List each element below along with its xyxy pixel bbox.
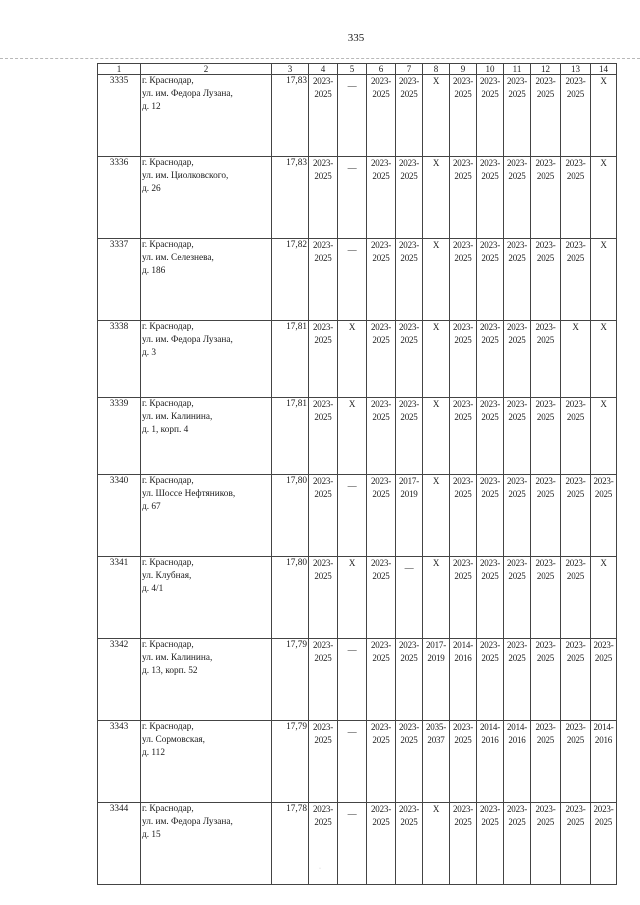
period-cell-col-6: 2023- 2025 bbox=[367, 803, 396, 885]
column-header-11: 11 bbox=[504, 64, 531, 75]
record-number: 3339 bbox=[98, 398, 141, 475]
address-line: г. Краснодар, bbox=[142, 558, 194, 568]
address-line: г. Краснодар, bbox=[142, 804, 194, 814]
period-cell-col-10: 2023- 2025 bbox=[477, 398, 504, 475]
address-line: г. Краснодар, bbox=[142, 322, 194, 332]
address-line: г. Краснодар, bbox=[142, 476, 194, 486]
period-cell-col-4: 2023- 2025 bbox=[309, 239, 338, 321]
table-row bbox=[98, 398, 617, 475]
address-cell bbox=[141, 398, 272, 475]
table-row bbox=[98, 239, 617, 321]
period-cell-col-12: 2023- 2025 bbox=[531, 157, 561, 239]
address-line: г. Краснодар, bbox=[142, 640, 194, 650]
period-cell-col-11: 2023- 2025 bbox=[504, 239, 531, 321]
period-cell-col-11: 2023- 2025 bbox=[504, 639, 531, 721]
period-cell-col-13: 2023- 2025 bbox=[561, 721, 591, 803]
period-cell-col-4: 2023- 2025 bbox=[309, 157, 338, 239]
period-cell-col-6: 2023- 2025 bbox=[367, 398, 396, 475]
period-cell-col-8: 2017- 2019 bbox=[423, 639, 450, 721]
address-cell bbox=[141, 475, 272, 557]
address-cell bbox=[141, 239, 272, 321]
period-cell-col-12: 2023- 2025 bbox=[531, 475, 561, 557]
header-divider bbox=[0, 58, 640, 59]
address-line: д. 4/1 bbox=[142, 584, 164, 594]
period-cell-col-14: Х bbox=[591, 321, 617, 398]
period-cell-col-10: 2023- 2025 bbox=[477, 157, 504, 239]
value-cell: 17,83 bbox=[272, 157, 309, 239]
value-cell: 17,79 bbox=[272, 639, 309, 721]
period-cell-col-10: 2023- 2025 bbox=[477, 239, 504, 321]
period-cell-col-8: 2035- 2037 bbox=[423, 721, 450, 803]
period-cell-col-13: 2023- 2025 bbox=[561, 75, 591, 157]
address-cell bbox=[141, 75, 272, 157]
period-cell-col-5: — bbox=[338, 157, 367, 239]
period-cell-col-12: 2023- 2025 bbox=[531, 75, 561, 157]
address-line: ул. им. Федора Лузана, bbox=[142, 817, 233, 827]
period-cell-col-13: 2023- 2025 bbox=[561, 803, 591, 885]
period-cell-col-11: 2023- 2025 bbox=[504, 157, 531, 239]
address-line: г. Краснодар, bbox=[142, 76, 194, 86]
table-row bbox=[98, 639, 617, 721]
address-line: ул. им. Селезнева, bbox=[142, 253, 214, 263]
period-cell-col-7: 2017- 2019 bbox=[396, 475, 423, 557]
value-cell: 17,80 bbox=[272, 557, 309, 639]
period-cell-col-8: Х bbox=[423, 803, 450, 885]
period-cell-col-11: 2023- 2025 bbox=[504, 475, 531, 557]
table-header-row bbox=[98, 64, 617, 75]
period-cell-col-5: — bbox=[338, 721, 367, 803]
period-cell-col-14: 2023- 2025 bbox=[591, 639, 617, 721]
period-cell-col-7: 2023- 2025 bbox=[396, 239, 423, 321]
record-number: 3337 bbox=[98, 239, 141, 321]
period-cell-col-12: 2023- 2025 bbox=[531, 803, 561, 885]
record-number: 3340 bbox=[98, 475, 141, 557]
period-cell-col-10: 2014- 2016 bbox=[477, 721, 504, 803]
period-cell-col-9: 2023- 2025 bbox=[450, 721, 477, 803]
period-cell-col-14: 2023- 2025 bbox=[591, 475, 617, 557]
period-cell-col-13: 2023- 2025 bbox=[561, 557, 591, 639]
period-cell-col-10: 2023- 2025 bbox=[477, 475, 504, 557]
column-header-2: 2 bbox=[141, 64, 272, 75]
address-cell bbox=[141, 157, 272, 239]
table-row bbox=[98, 803, 617, 885]
period-cell-col-8: Х bbox=[423, 557, 450, 639]
period-cell-col-13: Х bbox=[561, 321, 591, 398]
period-cell-col-13: 2023- 2025 bbox=[561, 157, 591, 239]
table-row bbox=[98, 75, 617, 157]
value-cell: 17,78 bbox=[272, 803, 309, 885]
period-cell-col-12: 2023- 2025 bbox=[531, 398, 561, 475]
address-line: д. 112 bbox=[142, 748, 165, 758]
page-number: 335 bbox=[347, 32, 365, 44]
column-header-8: 8 bbox=[423, 64, 450, 75]
period-cell-col-4: 2023- 2025 bbox=[309, 398, 338, 475]
period-cell-col-9: 2023- 2025 bbox=[450, 239, 477, 321]
period-cell-col-14: Х bbox=[591, 239, 617, 321]
period-cell-col-5: Х bbox=[338, 557, 367, 639]
period-cell-col-13: 2023- 2025 bbox=[561, 639, 591, 721]
record-number: 3342 bbox=[98, 639, 141, 721]
column-header-9: 9 bbox=[450, 64, 477, 75]
period-cell-col-14: Х bbox=[591, 557, 617, 639]
period-cell-col-4: 2023- 2025 bbox=[309, 803, 338, 885]
period-cell-col-4: 2023- 2025 bbox=[309, 557, 338, 639]
value-cell: 17,81 bbox=[272, 398, 309, 475]
period-cell-col-11: 2023- 2025 bbox=[504, 75, 531, 157]
record-number: 3343 bbox=[98, 721, 141, 803]
period-cell-col-9: 2023- 2025 bbox=[450, 157, 477, 239]
value-cell: 17,81 bbox=[272, 321, 309, 398]
address-line: ул. им. Федора Лузана, bbox=[142, 335, 233, 345]
period-cell-col-12: 2023- 2025 bbox=[531, 239, 561, 321]
column-header-4: 4 bbox=[309, 64, 338, 75]
period-cell-col-7: 2023- 2025 bbox=[396, 639, 423, 721]
address-line: д. 26 bbox=[142, 184, 161, 194]
period-cell-col-12: 2023- 2025 bbox=[531, 557, 561, 639]
period-cell-col-8: Х bbox=[423, 157, 450, 239]
column-header-10: 10 bbox=[477, 64, 504, 75]
period-cell-col-13: 2023- 2025 bbox=[561, 239, 591, 321]
address-line: д. 12 bbox=[142, 102, 161, 112]
table-body bbox=[98, 75, 617, 885]
period-cell-col-8: Х bbox=[423, 75, 450, 157]
record-number: 3341 bbox=[98, 557, 141, 639]
address-line: г. Краснодар, bbox=[142, 399, 194, 409]
period-cell-col-5: Х bbox=[338, 321, 367, 398]
address-line: ул. им. Калинина, bbox=[142, 653, 213, 663]
period-cell-col-6: 2023- 2025 bbox=[367, 475, 396, 557]
value-cell: 17,79 bbox=[272, 721, 309, 803]
table-row bbox=[98, 321, 617, 398]
period-cell-col-8: Х bbox=[423, 239, 450, 321]
period-cell-col-13: 2023- 2025 bbox=[561, 475, 591, 557]
period-cell-col-10: 2023- 2025 bbox=[477, 321, 504, 398]
address-line: ул. им. Федора Лузана, bbox=[142, 89, 233, 99]
period-cell-col-6: 2023- 2025 bbox=[367, 239, 396, 321]
column-header-14: 14 bbox=[591, 64, 617, 75]
period-cell-col-11: 2023- 2025 bbox=[504, 803, 531, 885]
record-number: 3335 bbox=[98, 75, 141, 157]
address-cell bbox=[141, 639, 272, 721]
column-header-5: 5 bbox=[338, 64, 367, 75]
period-cell-col-9: 2023- 2025 bbox=[450, 321, 477, 398]
address-line: г. Краснодар, bbox=[142, 240, 194, 250]
address-line: д. 1, корп. 4 bbox=[142, 425, 189, 435]
address-line: ул. Сормовская, bbox=[142, 735, 205, 745]
column-header-1: 1 bbox=[98, 64, 141, 75]
column-header-6: 6 bbox=[367, 64, 396, 75]
period-cell-col-12: 2023- 2025 bbox=[531, 639, 561, 721]
table-row bbox=[98, 475, 617, 557]
address-cell bbox=[141, 803, 272, 885]
period-cell-col-6: 2023- 2025 bbox=[367, 75, 396, 157]
value-cell: 17,80 bbox=[272, 475, 309, 557]
period-cell-col-5: — bbox=[338, 475, 367, 557]
period-cell-col-5: — bbox=[338, 803, 367, 885]
table-row bbox=[98, 157, 617, 239]
column-header-13: 13 bbox=[561, 64, 591, 75]
address-line: г. Краснодар, bbox=[142, 158, 194, 168]
period-cell-col-6: 2023- 2025 bbox=[367, 557, 396, 639]
period-cell-col-9: 2023- 2025 bbox=[450, 398, 477, 475]
period-cell-col-10: 2023- 2025 bbox=[477, 557, 504, 639]
period-cell-col-7: 2023- 2025 bbox=[396, 75, 423, 157]
period-cell-col-11: 2023- 2025 bbox=[504, 398, 531, 475]
value-cell: 17,82 bbox=[272, 239, 309, 321]
address-line: д. 186 bbox=[142, 266, 166, 276]
period-cell-col-6: 2023- 2025 bbox=[367, 721, 396, 803]
period-cell-col-7: 2023- 2025 bbox=[396, 721, 423, 803]
period-cell-col-6: 2023- 2025 bbox=[367, 157, 396, 239]
column-header-12: 12 bbox=[531, 64, 561, 75]
period-cell-col-4: 2023- 2025 bbox=[309, 475, 338, 557]
period-cell-col-14: Х bbox=[591, 398, 617, 475]
address-cell bbox=[141, 557, 272, 639]
period-cell-col-8: Х bbox=[423, 321, 450, 398]
record-number: 3338 bbox=[98, 321, 141, 398]
period-cell-col-7: 2023- 2025 bbox=[396, 321, 423, 398]
period-cell-col-11: 2023- 2025 bbox=[504, 321, 531, 398]
address-line: ул. Шоссе Нефтяников, bbox=[142, 489, 236, 499]
period-cell-col-14: Х bbox=[591, 75, 617, 157]
period-cell-col-7: 2023- 2025 bbox=[396, 398, 423, 475]
period-cell-col-5: — bbox=[338, 239, 367, 321]
period-cell-col-8: Х bbox=[423, 398, 450, 475]
period-cell-col-4: 2023- 2025 bbox=[309, 721, 338, 803]
period-cell-col-11: 2014- 2016 bbox=[504, 721, 531, 803]
period-cell-col-5: — bbox=[338, 639, 367, 721]
period-cell-col-9: 2023- 2025 bbox=[450, 75, 477, 157]
address-line: д. 67 bbox=[142, 502, 161, 512]
period-cell-col-14: 2023- 2025 bbox=[591, 803, 617, 885]
period-cell-col-12: 2023- 2025 bbox=[531, 721, 561, 803]
period-cell-col-4: 2023- 2025 bbox=[309, 75, 338, 157]
period-cell-col-14: 2014- 2016 bbox=[591, 721, 617, 803]
period-cell-col-14: Х bbox=[591, 157, 617, 239]
address-cell bbox=[141, 721, 272, 803]
address-line: д. 3 bbox=[142, 348, 157, 358]
period-cell-col-9: 2023- 2025 bbox=[450, 557, 477, 639]
period-cell-col-9: 2023- 2025 bbox=[450, 475, 477, 557]
period-cell-col-5: Х bbox=[338, 398, 367, 475]
table-row bbox=[98, 557, 617, 639]
address-line: г. Краснодар, bbox=[142, 722, 194, 732]
period-cell-col-5: — bbox=[338, 75, 367, 157]
address-line: ул. им. Циолковского, bbox=[142, 171, 229, 181]
housing-register-table bbox=[97, 63, 617, 885]
period-cell-col-7: 2023- 2025 bbox=[396, 157, 423, 239]
value-cell: 17,83 bbox=[272, 75, 309, 157]
column-header-7: 7 bbox=[396, 64, 423, 75]
period-cell-col-11: 2023- 2025 bbox=[504, 557, 531, 639]
period-cell-col-6: 2023- 2025 bbox=[367, 321, 396, 398]
address-line: ул. им. Калинина, bbox=[142, 412, 213, 422]
record-number: 3336 bbox=[98, 157, 141, 239]
period-cell-col-12: 2023- 2025 bbox=[531, 321, 561, 398]
period-cell-col-9: 2023- 2025 bbox=[450, 803, 477, 885]
period-cell-col-10: 2023- 2025 bbox=[477, 803, 504, 885]
period-cell-col-4: 2023- 2025 bbox=[309, 321, 338, 398]
period-cell-col-10: 2023- 2025 bbox=[477, 75, 504, 157]
period-cell-col-10: 2023- 2025 bbox=[477, 639, 504, 721]
column-header-3: 3 bbox=[272, 64, 309, 75]
address-line: д. 13, корп. 52 bbox=[142, 666, 198, 676]
scan-speck: · bbox=[319, 866, 321, 872]
table-row bbox=[98, 721, 617, 803]
period-cell-col-9: 2014- 2016 bbox=[450, 639, 477, 721]
record-number: 3344 bbox=[98, 803, 141, 885]
period-cell-col-7: — bbox=[396, 557, 423, 639]
period-cell-col-7: 2023- 2025 bbox=[396, 803, 423, 885]
address-line: д. 15 bbox=[142, 830, 161, 840]
period-cell-col-6: 2023- 2025 bbox=[367, 639, 396, 721]
period-cell-col-8: Х bbox=[423, 475, 450, 557]
address-cell bbox=[141, 321, 272, 398]
period-cell-col-4: 2023- 2025 bbox=[309, 639, 338, 721]
period-cell-col-13: 2023- 2025 bbox=[561, 398, 591, 475]
address-line: ул. Клубная, bbox=[142, 571, 192, 581]
